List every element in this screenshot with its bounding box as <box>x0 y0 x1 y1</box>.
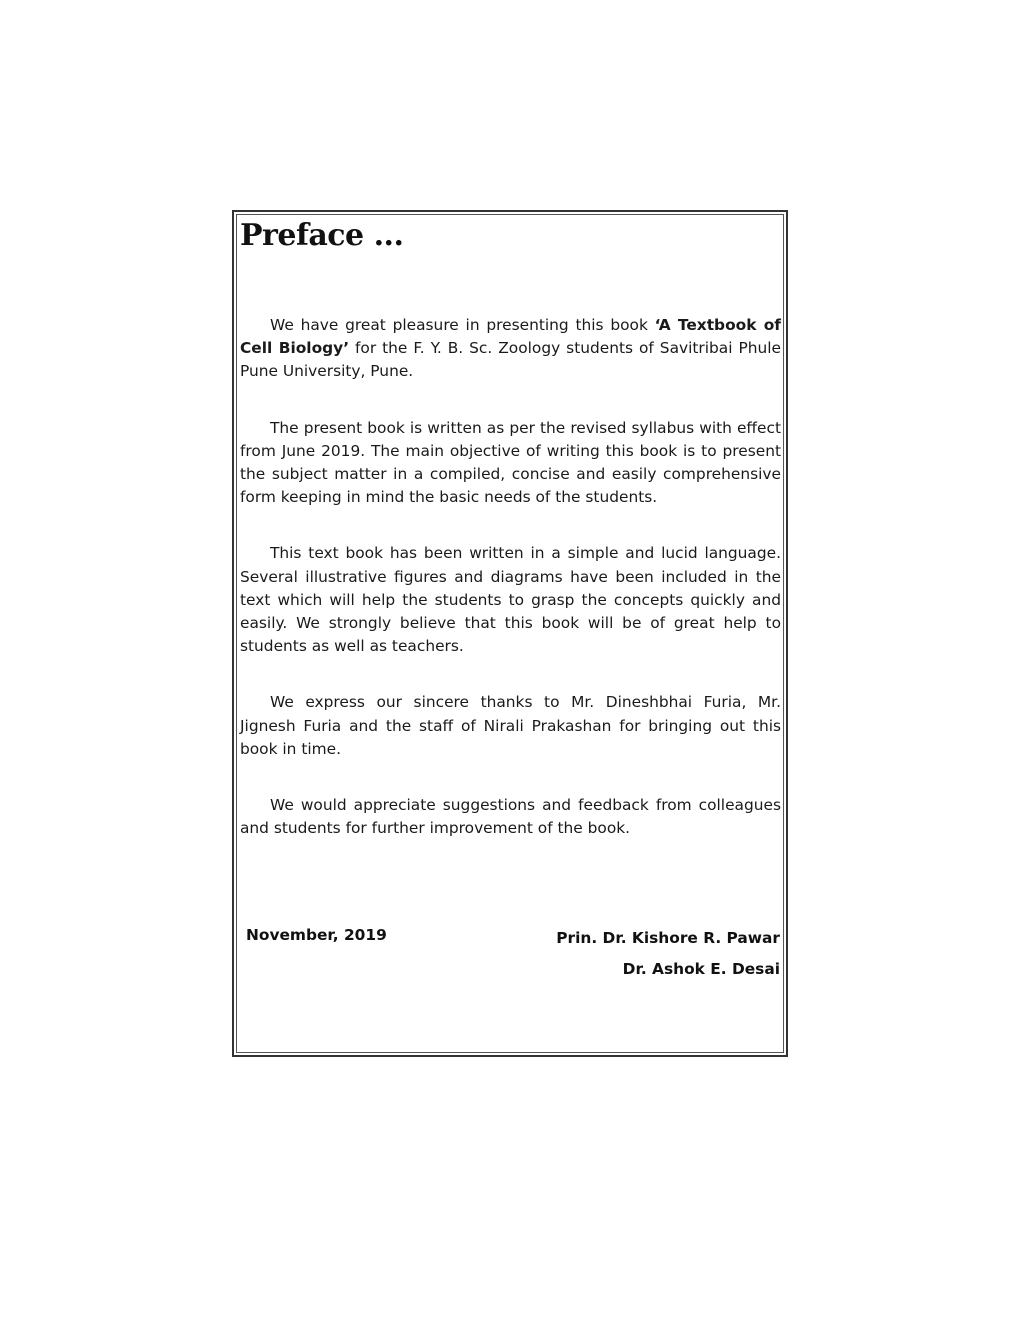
paragraph-text: The present book is written as per the revised syllabus with effect from June 2019. The main objective of writing this book is to present the subject matter in a compiled, concise and easily comprehensive form keeping in mind the basic needs of the students. <box>240 418 781 507</box>
author-name: Dr. Ashok E. Desai <box>622 960 780 978</box>
paragraph-text: We would appreciate suggestions and feedback from colleagues and students for further improvement of the book. <box>240 796 781 838</box>
preface-date: November, 2019 <box>246 926 387 944</box>
preface-title: Preface ... <box>240 218 404 253</box>
preface-authors <box>556 923 780 985</box>
paragraph-text: We have great pleasure in presenting this book <box>270 316 655 334</box>
paragraph-text: We express our sincere thanks to Mr. Dineshbhai Furia, Mr. Jignesh Furia and the staff of Nirali Prakashan for bringing out this book in time. <box>240 693 781 758</box>
preface-paragraph <box>240 314 781 384</box>
preface-paragraph <box>240 417 781 510</box>
preface-body <box>240 314 781 873</box>
paragraph-text: for the F. Y. B. Sc. Zoology students of Savitribai Phule Pune University, Pune. <box>240 339 781 381</box>
preface-paragraph <box>240 691 781 761</box>
paragraph-text: This text book has been written in a simple and lucid language. Several illustrative figures and diagrams have been included in the text which will help the students to grasp the concepts quickly and easily. We strongly believe that this book will be of great help to students as well as teachers. <box>240 544 781 656</box>
author-name: Prin. Dr. Kishore R. Pawar <box>556 929 780 947</box>
book-title-text: ‘A Textbook of Cell Biology’ <box>240 316 781 358</box>
preface-paragraph <box>240 794 781 840</box>
preface-paragraph <box>240 542 781 658</box>
